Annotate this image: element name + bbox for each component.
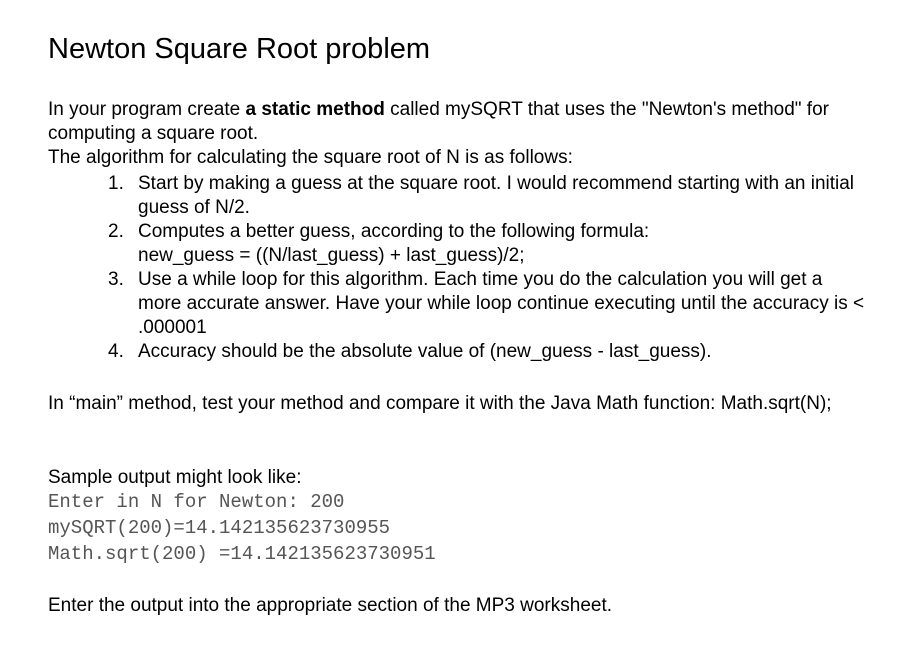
- list-item: [48, 172, 868, 220]
- sample-output-line: Math.sqrt(200) =14.142135623730951: [48, 543, 436, 565]
- page-title: Newton Square Root problem: [48, 33, 431, 65]
- sample-output-label: Sample output might look like:: [48, 467, 302, 488]
- sample-output-line: mySQRT(200)=14.142135623730955: [48, 517, 391, 539]
- list-item: [48, 220, 868, 268]
- final-instruction: Enter the output into the appropriate section of the MP3 worksheet.: [48, 595, 613, 616]
- list-item: [48, 268, 868, 340]
- step-number: 2.: [108, 221, 124, 242]
- step-number: 1.: [108, 173, 124, 194]
- step-text: Start by making a guess at the square root. I would recommend starting with an initial guess of N/2.: [138, 173, 855, 218]
- algorithm-intro-line: The algorithm for calculating the square root of N is as follows:: [48, 147, 573, 168]
- algorithm-steps-list: [48, 172, 868, 364]
- formula-text: new_guess = ((N/last_guess) + last_guess)/2;: [138, 245, 525, 266]
- sample-output-line: Enter in N for Newton: 200: [48, 491, 345, 513]
- step-text: Computes a better guess, according to the following formula:: [138, 221, 650, 242]
- intro-text-start: In your program create: [48, 99, 246, 120]
- main-method-paragraph: In “main” method, test your method and compare it with the Java Math function: Math.sqrt(N);: [48, 393, 832, 414]
- intro-text-end: called mySQRT that uses the "Newton's method" for computing a square root.: [48, 99, 829, 144]
- step-text: Accuracy should be the absolute value of (new_guess - last_guess).: [138, 341, 712, 362]
- list-item: [48, 340, 868, 364]
- intro-paragraph: [48, 98, 868, 170]
- step-number: 3.: [108, 269, 124, 290]
- step-text: Use a while loop for this algorithm. Each time you do the calculation you will get a more accurate answer. Have your while loop continue executing until the accuracy is < .000001: [138, 269, 865, 338]
- intro-bold-text: a static method: [245, 99, 385, 120]
- step-number: 4.: [108, 341, 124, 362]
